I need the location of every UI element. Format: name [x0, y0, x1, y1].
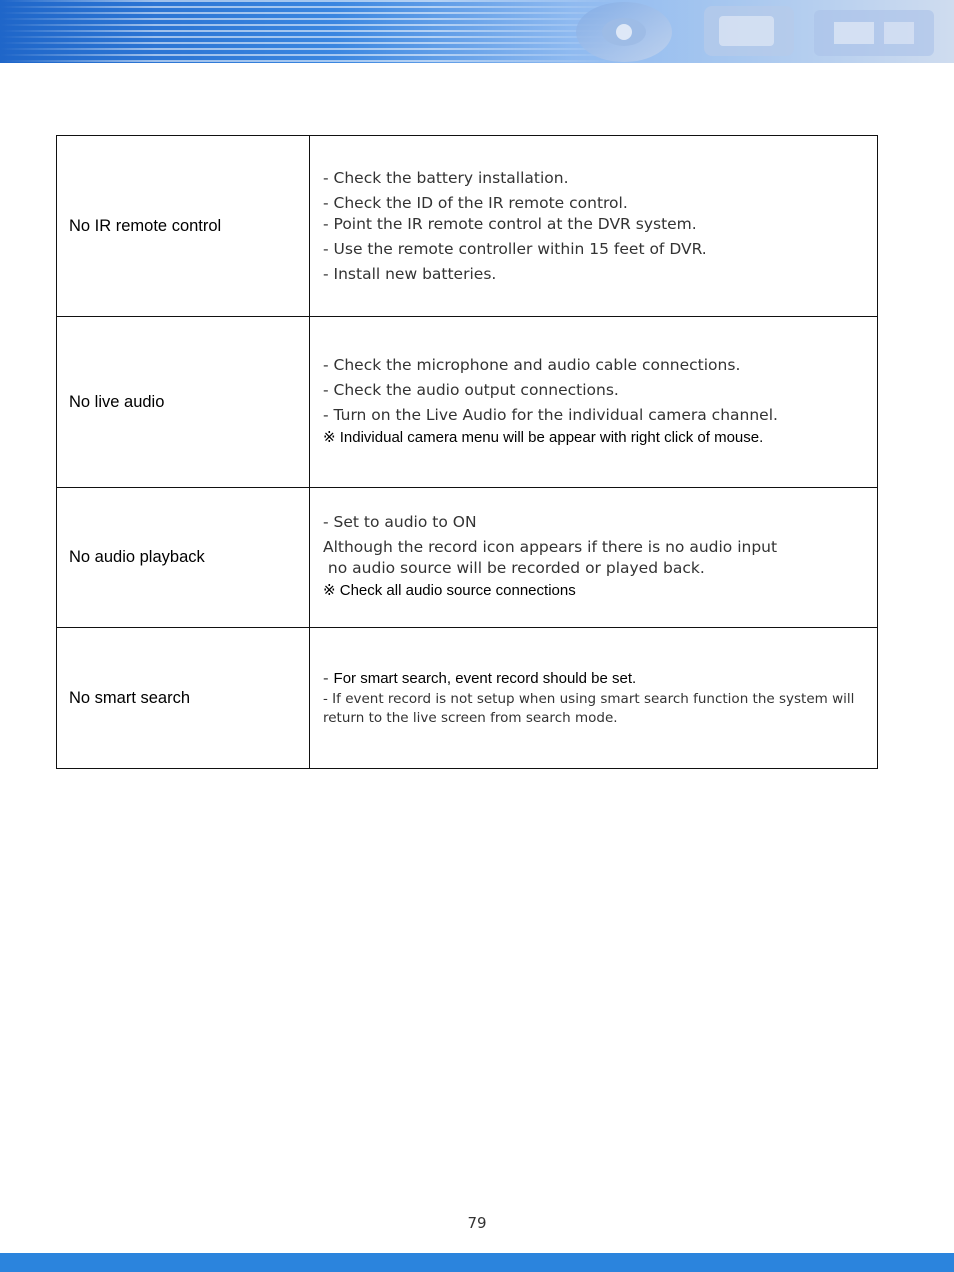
table-row [57, 628, 878, 769]
solution-line: no audio source will be recorded or played back. [323, 559, 705, 577]
solution-cell [310, 317, 878, 488]
solution-line: - Turn on the Live Audio for the individual camera channel. [323, 405, 778, 424]
header-banner [0, 0, 954, 63]
table-row [57, 136, 878, 317]
solution-line: Although the record icon appears if there is no audio input [323, 538, 778, 556]
solution-line [323, 668, 867, 690]
solution-line: - Use the remote controller within 15 feet of DVR. [323, 239, 707, 258]
solution-line: - Check the battery installation. [323, 168, 569, 187]
problem-cell: No IR remote control [57, 136, 310, 317]
table-row [57, 317, 878, 488]
solution-cell [310, 488, 878, 628]
solution-cell [310, 628, 878, 769]
dash-prefix: - [323, 669, 334, 687]
note-line: ※ Individual camera menu will be appear with right click of mouse. [323, 428, 764, 446]
solution-line: - Set to audio to ON [323, 513, 477, 531]
solution-line: - Check the ID of the IR remote control. [323, 193, 628, 212]
solution-cell [310, 136, 878, 317]
solution-line: - Install new batteries. [323, 264, 497, 283]
problem-cell: No live audio [57, 317, 310, 488]
solution-line: - Check the microphone and audio cable connections. [323, 355, 741, 374]
solution-line: - Check the audio output connections. [323, 380, 619, 399]
note-line: ※ Check all audio source connections [323, 582, 576, 599]
problem-cell: No audio playback [57, 488, 310, 628]
troubleshooting-table [56, 135, 878, 769]
problem-cell: No smart search [57, 628, 310, 769]
explanation-text: - If event record is not setup when using smart search function the system will return to the live screen from search mode. [323, 691, 855, 726]
solution-line: - Point the IR remote control at the DVR system. [323, 214, 697, 233]
header-camera-artwork [534, 0, 954, 63]
emphasis-text: For smart search, event record should be set. [333, 670, 637, 687]
table-row [57, 488, 878, 628]
page-number: 79 [467, 1214, 487, 1232]
header-stripes [0, 0, 620, 63]
footer-bar [0, 1253, 954, 1272]
